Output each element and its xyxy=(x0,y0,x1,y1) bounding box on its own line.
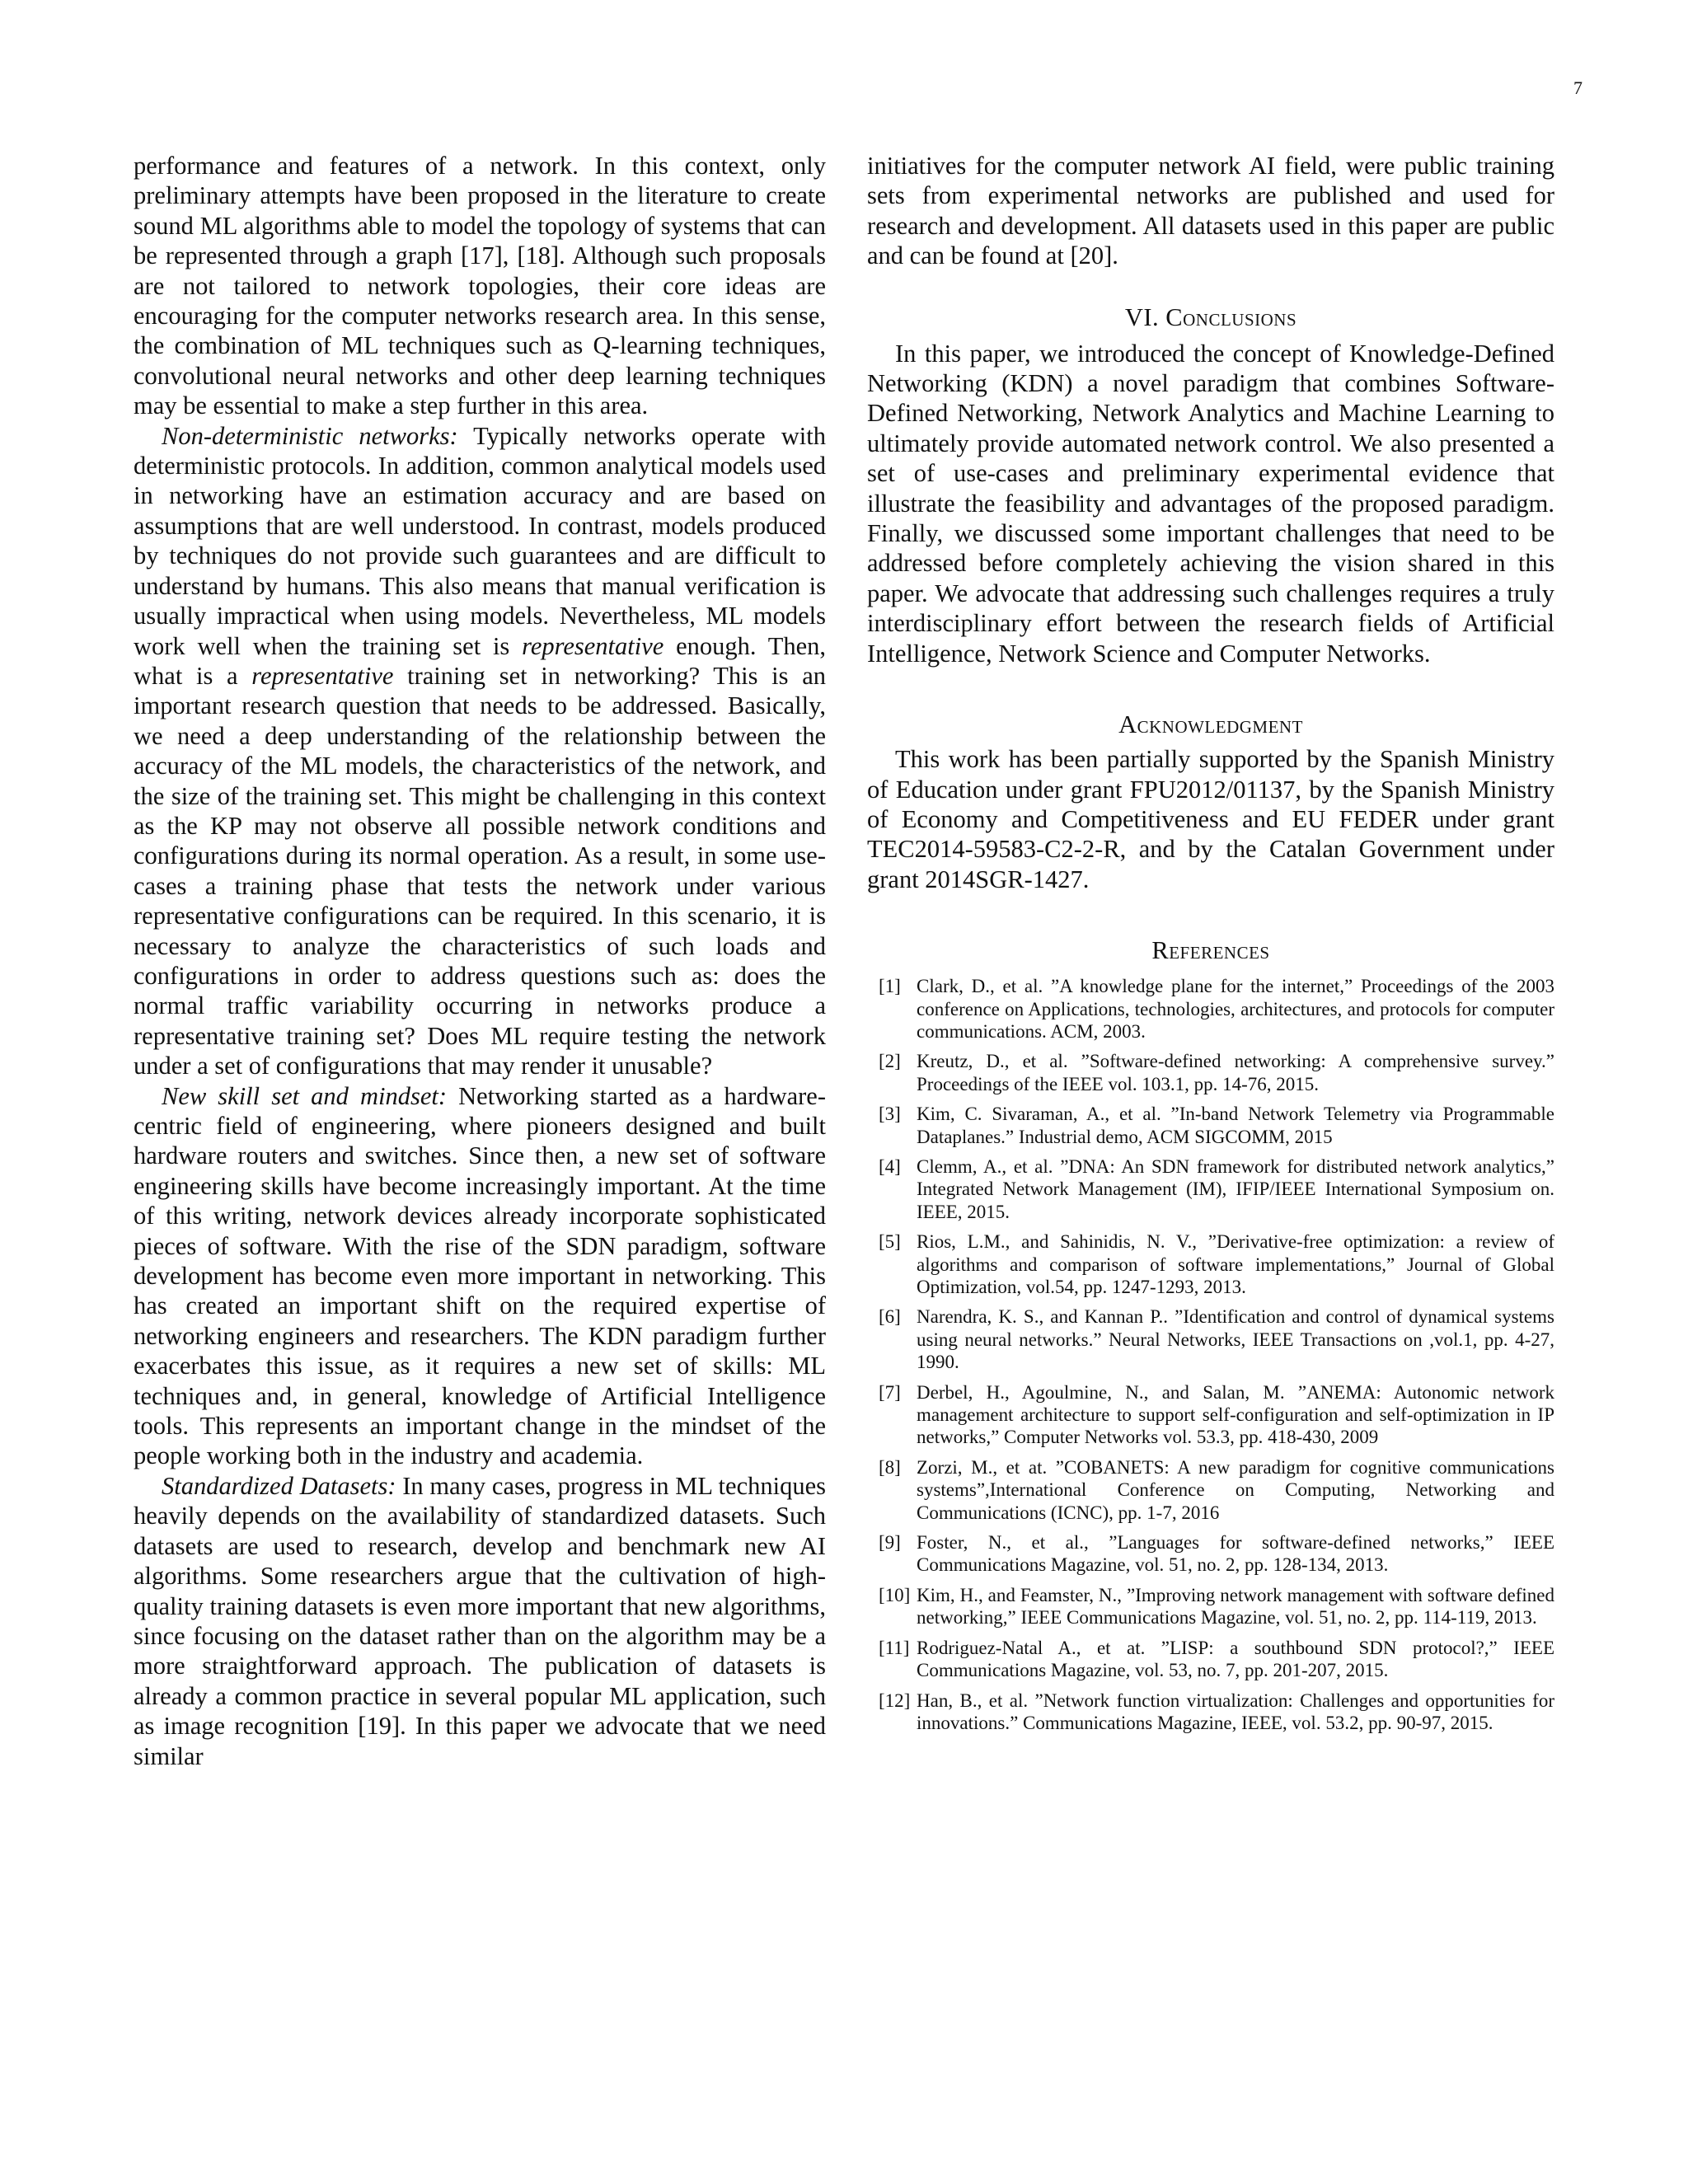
reference-text: Rios, L.M., and Sahinidis, N. V., ”Derivative-free optimization: a review of algorithms and comparison of software implementations,” Journal of Global Optimization, vol.54, pp. 1247-1293, 2013. xyxy=(917,1231,1554,1297)
reference-text: Clark, D., et al. ”A knowledge plane for the internet,” Proceedings of the 2003 conference on Applications, technologies, architectures, and protocols for computer communications. ACM, 2003. xyxy=(917,976,1554,1042)
paragraph-title: Standardized Datasets: xyxy=(162,1471,396,1500)
skill-set-paragraph xyxy=(134,1081,826,1471)
reference-label: [2] xyxy=(879,1051,901,1072)
acknowledgment-paragraph: This work has been partially supported by the Spanish Ministry of Education under grant FPU2012/01137, by the Spanish Ministry of Economy and Competitiveness and EU FEDER under grant TEC2014-59583-C2-2-R, and by the Catalan Government under grant 2014SGR-1427. xyxy=(867,745,1554,893)
emphasis-text: representative xyxy=(251,661,394,690)
reference-text: Han, B., et al. ”Network function virtualization: Challenges and opportunities for innovations.” Communications Magazine, IEEE, vol. 53.2, pp. 90-97, 2015. xyxy=(917,1690,1554,1733)
reference-list xyxy=(867,975,1554,1734)
reference-text: Kim, H., and Feamster, N., ”Improving network management with software defined networking,” IEEE Communications Magazine, vol. 51, no. 2, pp. 114-119, 2013. xyxy=(917,1584,1554,1629)
reference-item xyxy=(867,1305,1554,1373)
reference-item xyxy=(867,1531,1554,1577)
reference-label: [11] xyxy=(879,1637,910,1658)
reference-label: [3] xyxy=(879,1104,901,1125)
reference-text: Kim, C. Sivaraman, A., et al. ”In-band Network Telemetry via Programmable Dataplanes.” Industrial demo, ACM SIGCOMM, 2015 xyxy=(917,1104,1554,1147)
reference-item xyxy=(867,1690,1554,1735)
reference-label: [12] xyxy=(879,1690,911,1711)
left-column xyxy=(134,151,826,1771)
reference-item xyxy=(867,975,1554,1043)
paragraph-text: training set in networking? This is an important research question that needs to be addressed. Basically, we need a deep understanding of the relationship between the accuracy of the ML models, the characteristics of the network, and the size of the training set. This might be challenging in this context as the KP may not observe all possible network conditions and configurations during its normal operation. As a result, in some use-cases a training phase that tests the network under various representative configurations can be required. In this scenario, it is necessary to analyze the characteristics of such loads and configurations in order to address questions such as: does the normal traffic variability occurring in networks produce a representative training set? Does ML require testing the network under a set of configurations that may render it unusable? xyxy=(134,661,827,1080)
paragraph-title: Non-deterministic networks: xyxy=(162,421,458,450)
reference-label: [8] xyxy=(879,1456,901,1478)
reference-label: [1] xyxy=(879,976,901,997)
reference-text: Clemm, A., et al. ”DNA: An SDN framework for distributed network analytics,” Integrated Network Management (IM), IFIP/IEEE International Symposium on. IEEE, 2015. xyxy=(917,1155,1554,1222)
paragraph-text: Networking started as a hardware-centric field of engineering, where pioneers designed and built hardware routers and switches. Since then, a new set of software engineering skills have become increasingly important. At the time of this writing, network devices already incorporate sophisticated pieces of software. With the rise of the SDN paradigm, software development has become even more important in networking. This has created an important shift on the required expertise of networking engineers and researchers. The KDN paradigm further exacerbates this issue, as it requires a new set of skills: ML techniques and, in general, knowledge of Artificial Intelligence tools. This represents an important change in the mindset of the people working both in the industry and academia. xyxy=(134,1081,826,1470)
reference-label: [10] xyxy=(879,1584,911,1605)
reference-label: [4] xyxy=(879,1155,901,1177)
reference-text: Kreutz, D., et al. ”Software-defined networking: A comprehensive survey.” Proceedings of the IEEE vol. 103.1, pp. 14-76, 2015. xyxy=(917,1051,1554,1094)
reference-text: Rodriguez-Natal A., et at. ”LISP: a southbound SDN protocol?,” IEEE Communications Magazine, vol. 53, no. 7, pp. 201-207, 2015. xyxy=(917,1637,1554,1681)
reference-item xyxy=(867,1637,1554,1682)
continuation-paragraph: initiatives for the computer network AI field, were public training sets from experimental networks are published and used for research and development. All datasets used in this paper are public and can be found at [20]. xyxy=(867,152,1554,270)
right-column xyxy=(867,151,1554,1741)
reference-item xyxy=(867,1050,1554,1095)
reference-label: [7] xyxy=(879,1381,901,1403)
conclusions-heading: VI. Conclusions xyxy=(1124,302,1297,331)
reference-label: [5] xyxy=(879,1231,901,1253)
non-deterministic-paragraph xyxy=(134,421,826,1081)
reference-text: Foster, N., et al., ”Languages for software-defined networks,” IEEE Communications Magazine, vol. 51, no. 2, pp. 128-134, 2013. xyxy=(917,1532,1554,1576)
page-number: 7 xyxy=(1573,77,1582,98)
reference-item xyxy=(867,1155,1554,1223)
references-heading: References xyxy=(1151,936,1270,965)
reference-item xyxy=(867,1584,1554,1629)
paragraph-title: New skill set and mindset: xyxy=(162,1081,448,1110)
reference-label: [6] xyxy=(879,1306,901,1328)
emphasis-text: representative xyxy=(522,631,664,660)
reference-item xyxy=(867,1456,1554,1524)
reference-item xyxy=(867,1381,1554,1449)
body-paragraph: performance and features of a network. In this context, only preliminary attempts have been proposed in the literature to create sound ML algorithms able to model the topology of systems that can be represented through a graph [17], [18]. Although such proposals are not tailored to network topologies, their core ideas are encouraging for the computer networks research area. In this sense, the combination of ML techniques such as Q-learning techniques, convolutional neural networks and other deep learning techniques may be essential to make a step further in this area. xyxy=(134,152,826,420)
acknowledgment-heading: Acknowledgment xyxy=(1118,710,1303,739)
reference-text: Narendra, K. S., and Kannan P.. ”Identification and control of dynamical systems using neural networks.” Neural Networks, IEEE Transactions on ,vol.1, pp. 4-27, 1990. xyxy=(917,1306,1554,1373)
paragraph-text: In many cases, progress in ML techniques heavily depends on the availability of standardized datasets. Such datasets are used to research, develop and benchmark new AI algorithms. Some researchers argue that the cultivation of high-quality training datasets is even more important that new algorithms, since focusing on the dataset rather than on the algorithm may be a more straightforward approach. The publication of datasets is already a common practice in several popular ML application, such as image recognition [19]. In this paper we advocate that we need similar xyxy=(134,1471,826,1770)
datasets-paragraph xyxy=(134,1471,826,1771)
reference-item xyxy=(867,1103,1554,1148)
reference-text: Zorzi, M., et at. ”COBANETS: A new paradigm for cognitive communications systems”,International Conference on Computing, Networking and Communications (ICNC), pp. 1-7, 2016 xyxy=(917,1456,1554,1523)
reference-item xyxy=(867,1230,1554,1298)
reference-label: [9] xyxy=(879,1532,901,1554)
paragraph-text: Typically networks operate with deterministic protocols. In addition, common analytical models used in networking have an estimation accuracy and are based on assumptions that are well understood. In contrast, models produced by techniques do not provide such guarantees and are difficult to understand by humans. This also means that manual verification is usually impractical when using models. Nevertheless, ML models work well when the training set is xyxy=(134,421,826,660)
paragraph-text: enough. Then, what is a xyxy=(134,631,826,690)
conclusions-paragraph: In this paper, we introduced the concept of Knowledge-Defined Networking (KDN) a novel paradigm that combines Software-Defined Networking, Network Analytics and Machine Learning to ultimately provide automated network control. We also presented a set of use-cases and preliminary experimental evidence that illustrate the feasibility and advantages of the proposed paradigm. Finally, we discussed some important challenges that need to be addressed before completely achieving the vision shared in this paper. We advocate that addressing such challenges requires a truly interdisciplinary effort between the research fields of Artificial Intelligence, Network Science and Computer Networks. xyxy=(867,339,1554,668)
reference-text: Derbel, H., Agoulmine, N., and Salan, M. ”ANEMA: Autonomic network management architecture to support self-configuration and self-optimization in IP networks,” Computer Networks vol. 53.3, pp. 418-430, 2009 xyxy=(917,1381,1554,1448)
